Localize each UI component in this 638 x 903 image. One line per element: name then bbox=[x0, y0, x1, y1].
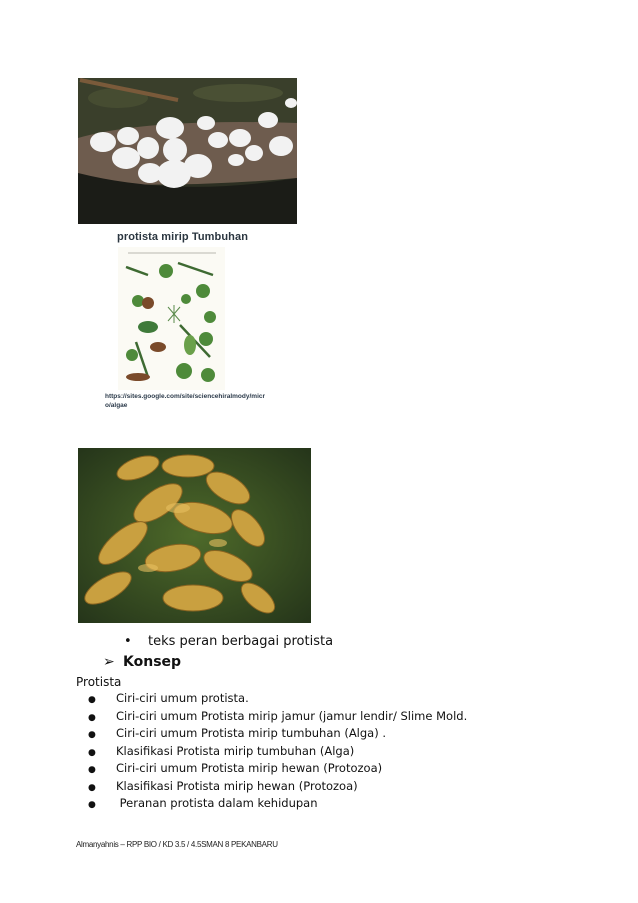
list-item bbox=[88, 795, 467, 813]
arrow-bullet-icon: ➢ bbox=[103, 654, 115, 670]
slime-mold-photo bbox=[78, 78, 297, 224]
peran-bullet bbox=[124, 634, 333, 649]
algae-figure-title: protista mirip Tumbuhan bbox=[117, 231, 249, 243]
bullet-icon: ● bbox=[88, 747, 96, 758]
peran-text: teks peran berbagai protista bbox=[148, 634, 334, 649]
list-item-text: Ciri-ciri umum Protista mirip jamur (jamur lendir/ Slime Mold. bbox=[116, 708, 468, 723]
list-item bbox=[88, 690, 467, 708]
algae-source-line-2: o/algae bbox=[105, 402, 128, 409]
bullet-icon: ● bbox=[88, 695, 96, 705]
list-item-text: Ciri-ciri umum Protista mirip hewan (Protozoa) bbox=[116, 761, 383, 775]
list-item-text: Ciri-ciri umum Protista mirip tumbuhan (Alga) . bbox=[116, 726, 387, 740]
list-item bbox=[88, 778, 467, 796]
list-item-text: Ciri-ciri umum protista. bbox=[116, 691, 249, 705]
seaweed-photo bbox=[78, 448, 311, 623]
algae-illustration bbox=[118, 247, 225, 390]
list-item bbox=[88, 708, 467, 726]
algae-source-text bbox=[105, 392, 265, 410]
bullet-icon: ● bbox=[88, 800, 96, 810]
konsep-list bbox=[88, 690, 467, 813]
bullet-icon: ● bbox=[88, 765, 96, 775]
bullet-icon: ● bbox=[88, 782, 96, 793]
list-item bbox=[88, 725, 467, 743]
algae-source-line-1: https://sites.google.com/site/sciencehiralmody/micr bbox=[105, 393, 266, 400]
list-item-text: Klasifikasi Protista mirip tumbuhan (Alga) bbox=[116, 743, 355, 758]
list-item-text: Klasifikasi Protista mirip hewan (Protozoa) bbox=[116, 778, 358, 793]
bullet-icon: ● bbox=[88, 712, 96, 723]
konsep-heading bbox=[103, 654, 181, 670]
konsep-label: Konsep bbox=[123, 654, 182, 670]
bullet-icon: ● bbox=[88, 730, 96, 740]
list-item-text: Peranan protista dalam kehidupan bbox=[116, 796, 318, 810]
protista-label: Protista bbox=[76, 675, 122, 689]
list-item bbox=[88, 743, 467, 761]
list-item bbox=[88, 760, 467, 778]
bullet-dot: • bbox=[124, 634, 132, 649]
page-footer: Almanyahnis – RPP BIO / KD 3.5 / 4.5SMAN 8 PEKANBARU bbox=[76, 840, 278, 849]
